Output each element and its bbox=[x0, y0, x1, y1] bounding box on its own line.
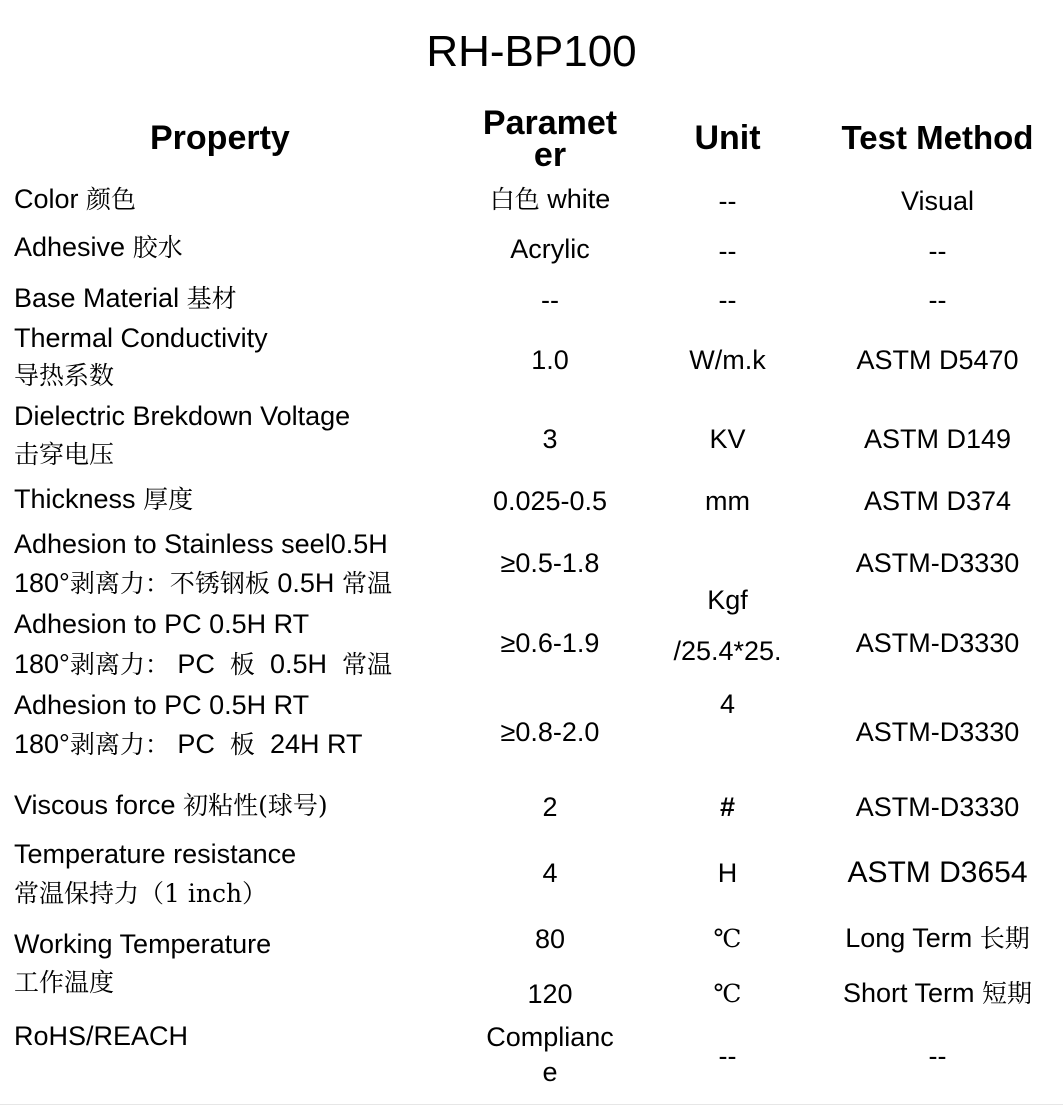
row-working-long-unit: ℃ bbox=[713, 924, 742, 953]
row-thickness-property: Thickness 厚度 bbox=[14, 484, 194, 514]
row-base-parameter: -- bbox=[541, 285, 559, 315]
adhesion-unit-line2: /25.4*25. bbox=[673, 636, 782, 666]
row-adhesion-ss-parameter: ≥0.5-1.8 bbox=[500, 548, 600, 578]
row-color-unit: -- bbox=[718, 186, 737, 216]
row-dielectric-parameter: 3 bbox=[542, 424, 558, 454]
row-base-property: Base Material 基材 bbox=[14, 283, 237, 313]
row-rohs-method: -- bbox=[928, 1041, 947, 1071]
row-viscous-method: ASTM-D3330 bbox=[855, 792, 1020, 822]
row-temp-res-unit: H bbox=[717, 858, 738, 888]
row-viscous-unit: # bbox=[719, 792, 736, 822]
row-adhesion-pc1-property-l2: 180°剥离力： PC 板 0.5H 常温 bbox=[14, 649, 393, 679]
header-unit: Unit bbox=[694, 119, 761, 157]
row-dielectric-unit: KV bbox=[709, 424, 746, 454]
header-test-method: Test Method bbox=[841, 119, 1034, 156]
row-thickness-method: ASTM D374 bbox=[863, 486, 1012, 516]
row-dielectric-property-en: Dielectric Brekdown Voltage bbox=[14, 401, 351, 431]
row-adhesion-pc2-method: ASTM-D3330 bbox=[855, 717, 1020, 747]
row-adhesion-ss-property-l2: 180°剥离力：不锈钢板 0.5H 常温 bbox=[14, 568, 392, 598]
document-title: RH-BP100 bbox=[426, 27, 637, 76]
row-working-property-en: Working Temperature bbox=[14, 929, 272, 959]
row-thermal-unit: W/m.k bbox=[689, 345, 766, 375]
row-rohs-parameter-line1: Complianc bbox=[486, 1022, 614, 1052]
row-viscous-property: Viscous force 初粘性(球号) bbox=[14, 790, 328, 820]
row-temp-res-parameter: 4 bbox=[542, 858, 558, 888]
row-adhesion-pc2-property-l1: Adhesion to PC 0.5H RT bbox=[14, 690, 310, 720]
row-dielectric-method: ASTM D149 bbox=[863, 424, 1012, 454]
row-thermal-property-cn: 导热系数 bbox=[14, 361, 115, 390]
row-rohs-unit: -- bbox=[718, 1041, 737, 1071]
header-parameter-line1: Paramet bbox=[482, 104, 618, 142]
row-temp-res-method: ASTM D3654 bbox=[847, 856, 1028, 889]
bottom-divider bbox=[0, 1104, 1063, 1105]
row-adhesion-pc1-property-l1: Adhesion to PC 0.5H RT bbox=[14, 609, 310, 639]
row-working-long-method: Long Term 长期 bbox=[845, 923, 1030, 953]
row-working-short-parameter: 120 bbox=[527, 979, 573, 1009]
row-adhesive-unit: -- bbox=[718, 236, 737, 266]
adhesion-unit-line3: 4 bbox=[719, 689, 736, 719]
row-temp-res-property-cn: 常温保持力（1 inch） bbox=[14, 879, 268, 908]
row-color-property: Color 颜色 bbox=[14, 184, 137, 214]
row-adhesive-parameter: Acrylic bbox=[510, 234, 590, 264]
row-rohs-parameter-line2: e bbox=[542, 1057, 558, 1087]
adhesion-unit-line1: Kgf bbox=[707, 585, 748, 615]
row-thickness-unit: mm bbox=[705, 486, 750, 516]
row-viscous-parameter: 2 bbox=[542, 792, 558, 822]
row-adhesion-pc1-parameter: ≥0.6-1.9 bbox=[500, 628, 600, 658]
row-thermal-method: ASTM D5470 bbox=[856, 345, 1019, 375]
header-property: Property bbox=[150, 119, 290, 157]
row-adhesion-pc2-property-l2: 180°剥离力： PC 板 24H RT bbox=[14, 729, 363, 759]
row-adhesion-pc2-parameter: ≥0.8-2.0 bbox=[500, 717, 600, 747]
row-working-property-cn: 工作温度 bbox=[14, 968, 115, 997]
row-temp-res-property-en: Temperature resistance bbox=[14, 839, 297, 869]
row-base-method: -- bbox=[928, 285, 947, 315]
header-parameter-line2: er bbox=[533, 136, 567, 174]
row-thermal-parameter: 1.0 bbox=[531, 345, 569, 375]
row-working-short-method: Short Term 短期 bbox=[842, 978, 1033, 1008]
row-working-long-parameter: 80 bbox=[534, 924, 566, 954]
row-adhesion-ss-method: ASTM-D3330 bbox=[855, 548, 1020, 578]
row-dielectric-property-cn: 击穿电压 bbox=[14, 440, 115, 469]
row-adhesive-property: Adhesive 胶水 bbox=[14, 232, 183, 262]
row-rohs-property: RoHS/REACH bbox=[14, 1021, 189, 1051]
row-base-unit: -- bbox=[718, 285, 737, 315]
row-thermal-property-en: Thermal Conductivity bbox=[14, 323, 268, 353]
row-color-parameter: 白色 white bbox=[489, 184, 611, 214]
row-adhesive-method: -- bbox=[928, 236, 947, 266]
row-adhesion-pc1-method: ASTM-D3330 bbox=[855, 628, 1020, 658]
row-working-short-unit: ℃ bbox=[713, 979, 742, 1008]
row-color-method: Visual bbox=[900, 186, 975, 216]
row-thickness-parameter: 0.025-0.5 bbox=[492, 486, 608, 516]
row-adhesion-ss-property-l1: Adhesion to Stainless seel0.5H bbox=[14, 529, 388, 559]
